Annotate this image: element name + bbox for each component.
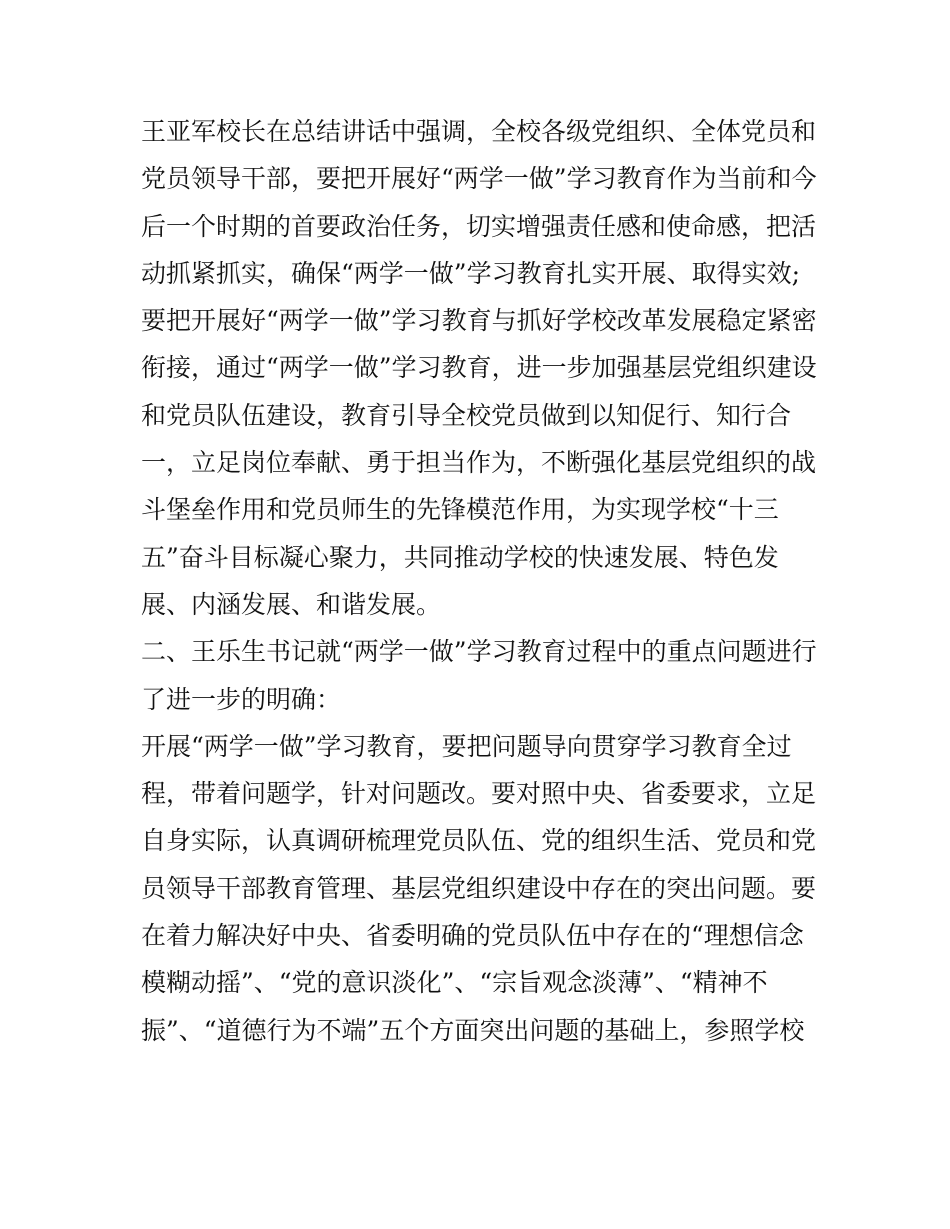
text-line: 要把开展好“两学一做”学习教育与抓好学校改革发展稳定紧密 — [141, 306, 817, 336]
text-line: 王亚军校长在总结讲话中强调，全校各级党组织、全体党员和 — [141, 117, 817, 146]
text-line: 员领导干部教育管理、基层党组织建设中存在的突出问题。要 — [141, 873, 817, 903]
text-line: 振”、“道德行为不端”五个方面突出问题的基础上，参照学校 — [141, 1015, 805, 1045]
text-line: 斗堡垒作用和党员师生的先锋模范作用，为实现学校“十三 — [141, 495, 779, 525]
text-line: 程，带着问题学，针对问题改。要对照中央、省委要求，立足 — [141, 779, 817, 809]
text-line: 自身实际，认真调研梳理党员队伍、党的组织生活、党员和党 — [141, 826, 817, 856]
body-text — [141, 108, 831, 1054]
text-line: 五”奋斗目标凝心聚力，共同推动学校的快速发展、特色发 — [141, 542, 779, 572]
text-line: 衔接，通过“两学一做”学习教育，进一步加强基层党组织建设 — [141, 353, 817, 383]
text-line: 一，立足岗位奉献、勇于担当作为，不断强化基层党组织的战 — [141, 448, 817, 478]
section-heading-line: 二、王乐生书记就“两学一做”学习教育过程中的重点问题进行 — [141, 637, 817, 667]
text-line: 和党员队伍建设，教育引导全校党员做到以知促行、知行合 — [141, 400, 792, 430]
section-heading-line: 了进一步的明确： — [141, 684, 342, 714]
text-line: 党员领导干部，要把开展好“两学一做”学习教育作为当前和今 — [141, 164, 817, 194]
text-line: 后一个时期的首要政治任务，切实增强责任感和使命感，把活 — [141, 211, 817, 241]
text-line: 模糊动摇”、“党的意识淡化”、“宗旨观念淡薄”、“精神不 — [141, 968, 768, 998]
text-line: 动抓紧抓实，确保“两学一做”学习教育扎实开展、取得实效; — [141, 258, 800, 288]
text-line: 在着力解决好中央、省委明确的党员队伍中存在的“理想信念 — [141, 921, 804, 951]
text-line: 开展“两学一做”学习教育，要把问题导向贯穿学习教育全过 — [141, 731, 792, 761]
text-line: 展、内涵发展、和谐发展。 — [141, 589, 442, 619]
